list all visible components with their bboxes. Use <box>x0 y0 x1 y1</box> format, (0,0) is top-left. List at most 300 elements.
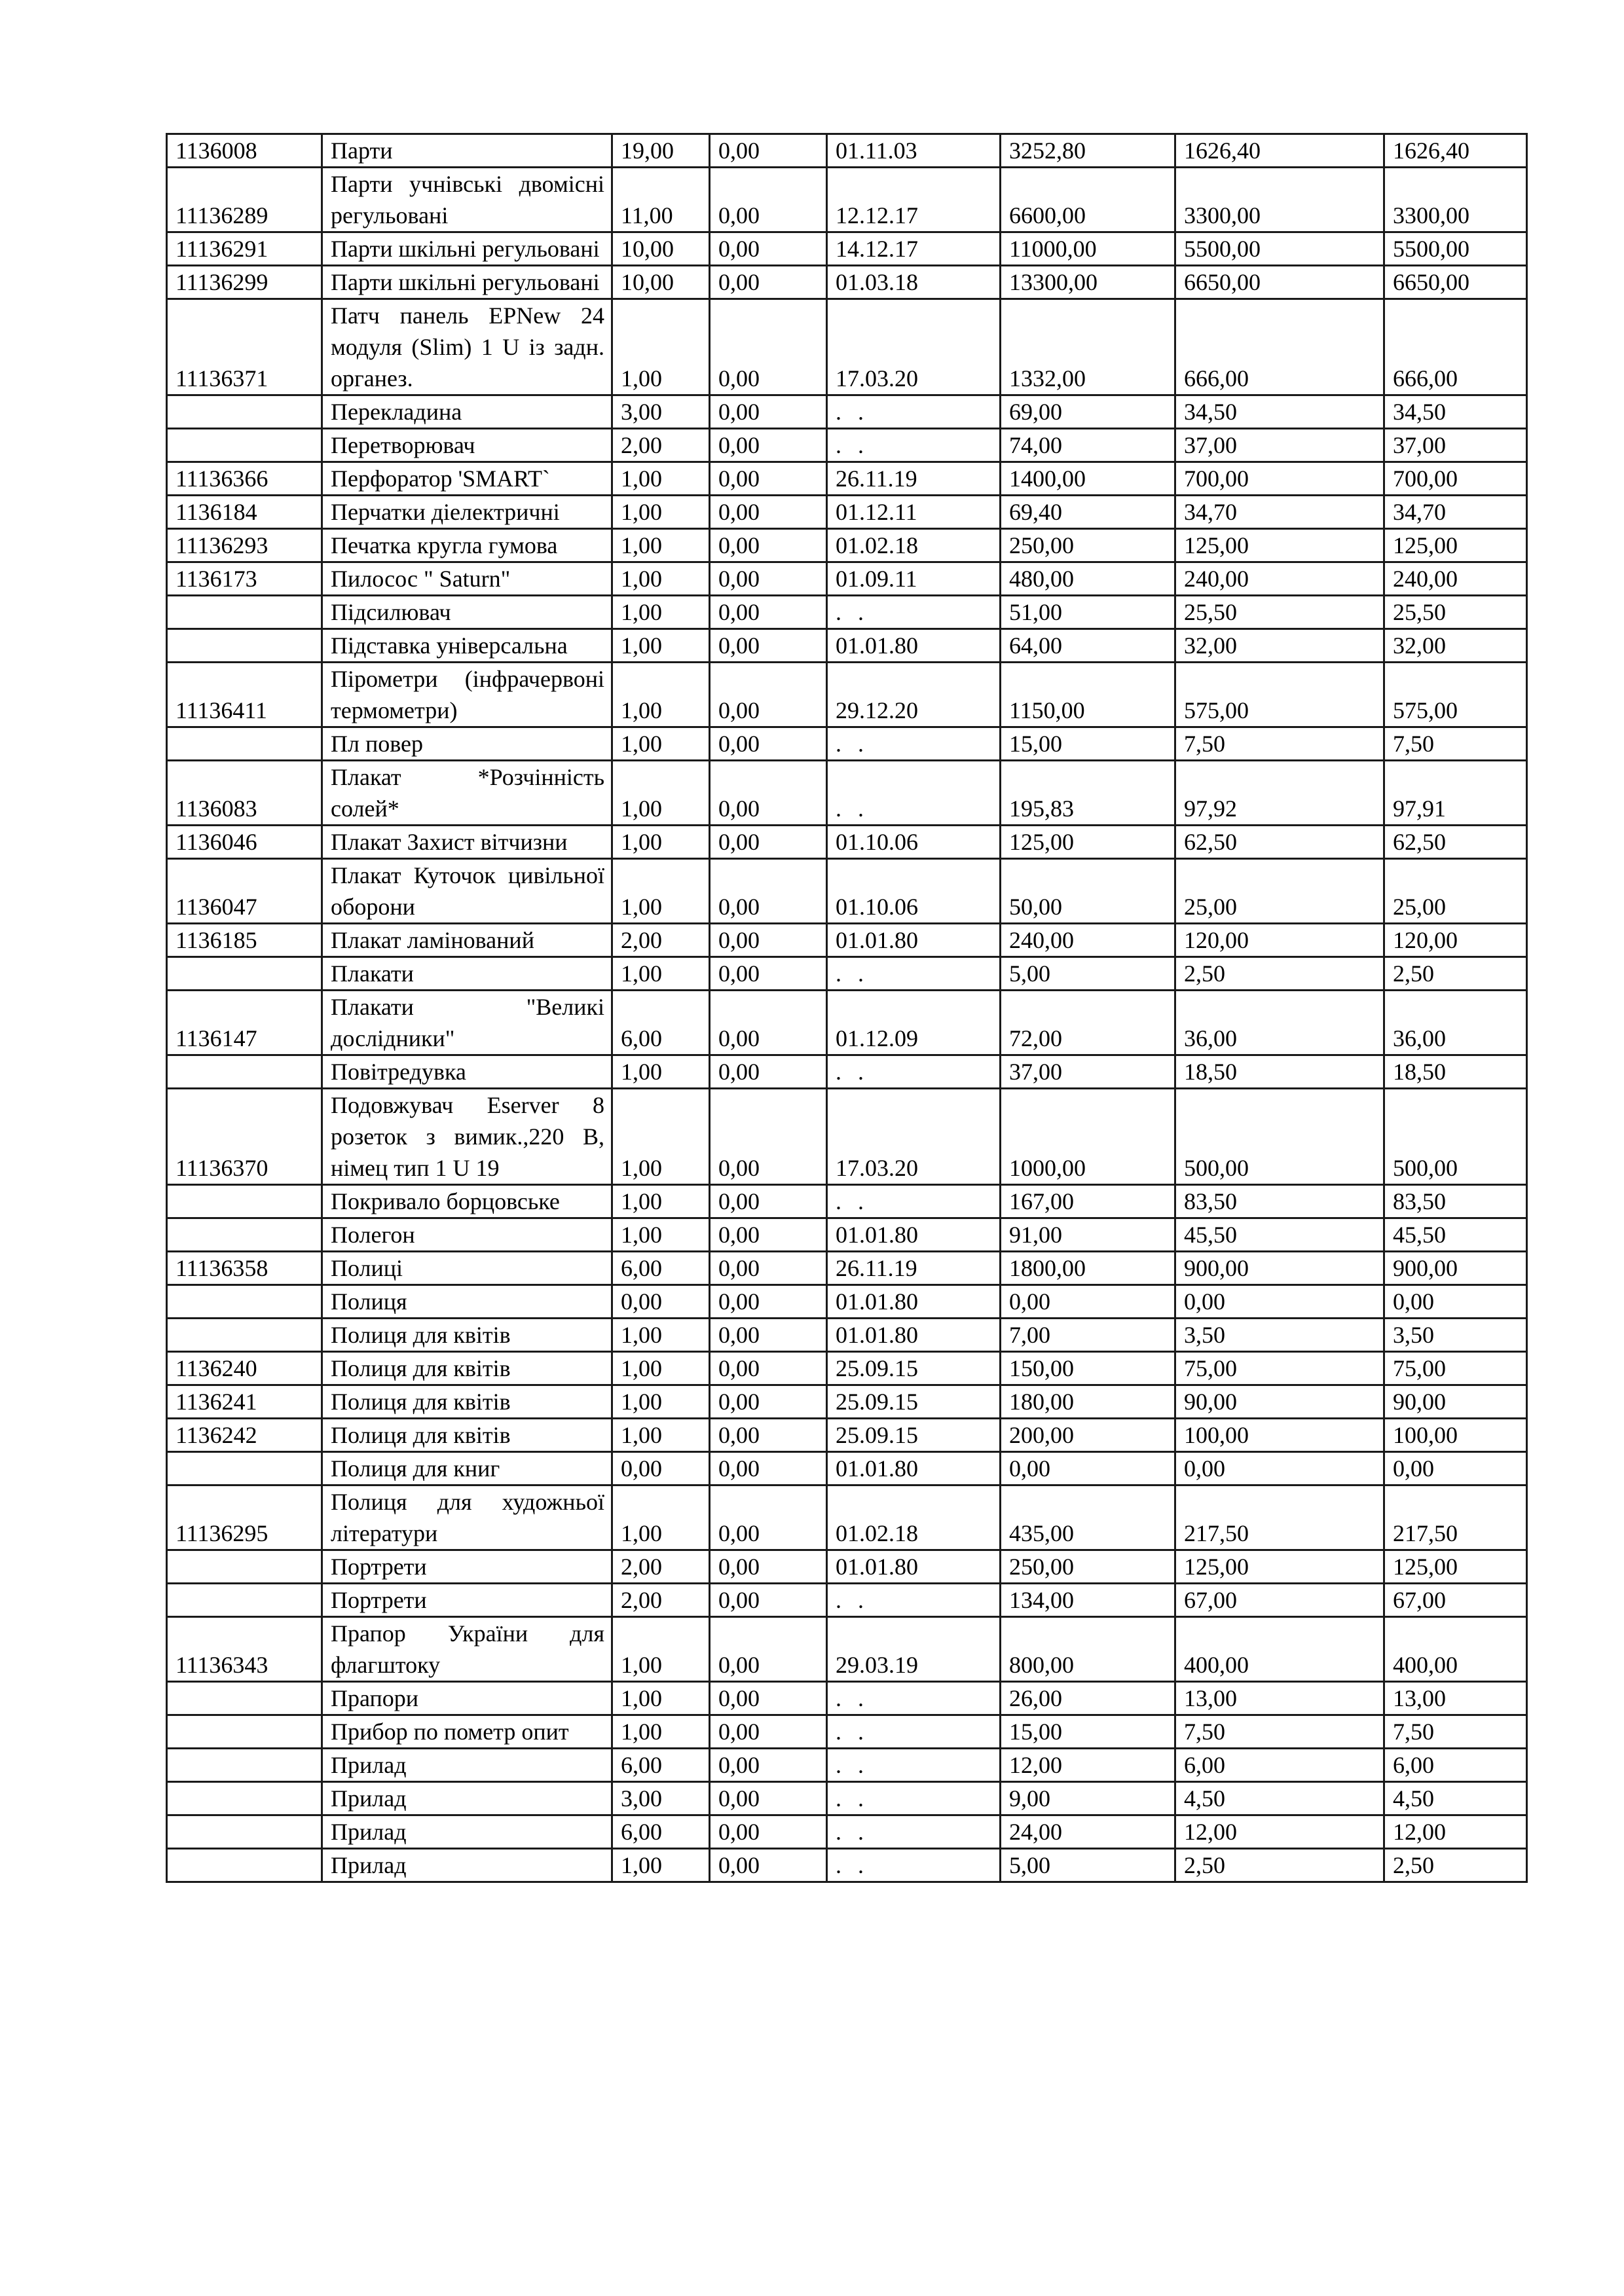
cost-cell: 240,00 <box>1001 924 1175 957</box>
table-row <box>167 859 1527 924</box>
date-cell: . . <box>827 761 1001 826</box>
inventory-code-cell: 11136358 <box>167 1252 322 1285</box>
date-cell: 01.01.80 <box>827 1285 1001 1319</box>
inventory-code-cell <box>167 1285 322 1319</box>
amortization-cell: 575,00 <box>1175 663 1384 727</box>
cost-cell: 51,00 <box>1001 596 1175 629</box>
cost-cell: 3252,80 <box>1001 134 1175 168</box>
quantity-cell: 2,00 <box>612 1550 710 1584</box>
table-row <box>167 1419 1527 1452</box>
amortization-cell: 900,00 <box>1175 1252 1384 1285</box>
amortization-cell: 217,50 <box>1175 1485 1384 1550</box>
wear-cell: 0,00 <box>710 1089 827 1185</box>
table-row <box>167 1252 1527 1285</box>
item-name-cell: Полиця для художньої літератури <box>322 1485 612 1550</box>
table-row <box>167 1452 1527 1485</box>
wear-cell: 0,00 <box>710 1749 827 1782</box>
inventory-table-body <box>167 134 1527 1882</box>
table-row <box>167 1218 1527 1252</box>
date-cell: 01.01.80 <box>827 629 1001 663</box>
cost-cell: 26,00 <box>1001 1682 1175 1715</box>
amortization-cell: 34,50 <box>1175 395 1384 429</box>
item-name-cell: Полиці <box>322 1252 612 1285</box>
amortization-cell: 500,00 <box>1175 1089 1384 1185</box>
amortization-cell: 12,00 <box>1175 1815 1384 1849</box>
inventory-table <box>166 133 1528 1883</box>
amortization-cell: 36,00 <box>1175 991 1384 1055</box>
amortization-cell: 100,00 <box>1175 1419 1384 1452</box>
quantity-cell: 1,00 <box>612 1849 710 1882</box>
wear-cell: 0,00 <box>710 1715 827 1749</box>
residual-value-cell: 400,00 <box>1384 1617 1527 1682</box>
item-name-cell: Парти учнівські двомісні регульовані <box>322 168 612 232</box>
table-row <box>167 1185 1527 1218</box>
quantity-cell: 1,00 <box>612 1218 710 1252</box>
quantity-cell: 1,00 <box>612 663 710 727</box>
table-row <box>167 1352 1527 1385</box>
date-cell: . . <box>827 1749 1001 1782</box>
cost-cell: 180,00 <box>1001 1385 1175 1419</box>
residual-value-cell: 83,50 <box>1384 1185 1527 1218</box>
quantity-cell: 6,00 <box>612 991 710 1055</box>
date-cell: . . <box>827 1715 1001 1749</box>
wear-cell: 0,00 <box>710 562 827 596</box>
item-name-cell: Прилад <box>322 1782 612 1815</box>
wear-cell: 0,00 <box>710 1485 827 1550</box>
residual-value-cell: 120,00 <box>1384 924 1527 957</box>
amortization-cell: 83,50 <box>1175 1185 1384 1218</box>
item-name-cell: Полиця для книг <box>322 1452 612 1485</box>
item-name-cell: Прибор по пометр опит <box>322 1715 612 1749</box>
quantity-cell: 1,00 <box>612 629 710 663</box>
wear-cell: 0,00 <box>710 134 827 168</box>
wear-cell: 0,00 <box>710 1419 827 1452</box>
inventory-code-cell: 11136295 <box>167 1485 322 1550</box>
quantity-cell: 1,00 <box>612 462 710 496</box>
quantity-cell: 1,00 <box>612 826 710 859</box>
wear-cell: 0,00 <box>710 1218 827 1252</box>
inventory-code-cell: 1136241 <box>167 1385 322 1419</box>
inventory-code-cell <box>167 1452 322 1485</box>
amortization-cell: 0,00 <box>1175 1452 1384 1485</box>
item-name-cell: Плакат Куточок цивільної оборони <box>322 859 612 924</box>
inventory-code-cell: 11136411 <box>167 663 322 727</box>
wear-cell: 0,00 <box>710 596 827 629</box>
item-name-cell: Перетворювач <box>322 429 612 462</box>
wear-cell: 0,00 <box>710 1550 827 1584</box>
item-name-cell: Повітредувка <box>322 1055 612 1089</box>
cost-cell: 0,00 <box>1001 1285 1175 1319</box>
item-name-cell: Полиця для квітів <box>322 1319 612 1352</box>
cost-cell: 7,00 <box>1001 1319 1175 1352</box>
date-cell: 29.03.19 <box>827 1617 1001 1682</box>
residual-value-cell: 34,70 <box>1384 496 1527 529</box>
wear-cell: 0,00 <box>710 727 827 761</box>
item-name-cell: Підставка універсальна <box>322 629 612 663</box>
amortization-cell: 6,00 <box>1175 1749 1384 1782</box>
residual-value-cell: 700,00 <box>1384 462 1527 496</box>
amortization-cell: 2,50 <box>1175 957 1384 991</box>
wear-cell: 0,00 <box>710 1682 827 1715</box>
date-cell: . . <box>827 429 1001 462</box>
inventory-code-cell <box>167 1185 322 1218</box>
residual-value-cell: 125,00 <box>1384 1550 1527 1584</box>
inventory-code-cell <box>167 957 322 991</box>
quantity-cell: 1,00 <box>612 299 710 395</box>
date-cell: 14.12.17 <box>827 232 1001 266</box>
inventory-code-cell: 11136293 <box>167 529 322 562</box>
wear-cell: 0,00 <box>710 1617 827 1682</box>
cost-cell: 200,00 <box>1001 1419 1175 1452</box>
cost-cell: 1800,00 <box>1001 1252 1175 1285</box>
inventory-code-cell: 1136242 <box>167 1419 322 1452</box>
date-cell: 26.11.19 <box>827 1252 1001 1285</box>
table-row <box>167 991 1527 1055</box>
date-cell: . . <box>827 1849 1001 1882</box>
item-name-cell: Подовжувач Eserver 8 розеток з вимик.,220 В, німец тип 1 U 19 <box>322 1089 612 1185</box>
residual-value-cell: 125,00 <box>1384 529 1527 562</box>
wear-cell: 0,00 <box>710 991 827 1055</box>
residual-value-cell: 900,00 <box>1384 1252 1527 1285</box>
quantity-cell: 1,00 <box>612 1055 710 1089</box>
cost-cell: 1000,00 <box>1001 1089 1175 1185</box>
inventory-code-cell: 1136047 <box>167 859 322 924</box>
item-name-cell: Перчатки діелектричні <box>322 496 612 529</box>
amortization-cell: 90,00 <box>1175 1385 1384 1419</box>
wear-cell: 0,00 <box>710 826 827 859</box>
date-cell: . . <box>827 1185 1001 1218</box>
cost-cell: 64,00 <box>1001 629 1175 663</box>
date-cell: 17.03.20 <box>827 1089 1001 1185</box>
amortization-cell: 666,00 <box>1175 299 1384 395</box>
wear-cell: 0,00 <box>710 1815 827 1849</box>
item-name-cell: Прилад <box>322 1849 612 1882</box>
cost-cell: 1332,00 <box>1001 299 1175 395</box>
date-cell: . . <box>827 1584 1001 1617</box>
wear-cell: 0,00 <box>710 395 827 429</box>
item-name-cell: Прилад <box>322 1749 612 1782</box>
inventory-code-cell: 1136240 <box>167 1352 322 1385</box>
inventory-code-cell <box>167 429 322 462</box>
table-row <box>167 266 1527 299</box>
quantity-cell: 1,00 <box>612 761 710 826</box>
date-cell: 01.12.09 <box>827 991 1001 1055</box>
wear-cell: 0,00 <box>710 1385 827 1419</box>
item-name-cell: Печатка кругла гумова <box>322 529 612 562</box>
residual-value-cell: 34,50 <box>1384 395 1527 429</box>
date-cell: . . <box>827 596 1001 629</box>
inventory-code-cell <box>167 1550 322 1584</box>
item-name-cell: Полегон <box>322 1218 612 1252</box>
inventory-code-cell: 1136008 <box>167 134 322 168</box>
wear-cell: 0,00 <box>710 429 827 462</box>
table-row <box>167 232 1527 266</box>
wear-cell: 0,00 <box>710 924 827 957</box>
cost-cell: 167,00 <box>1001 1185 1175 1218</box>
amortization-cell: 97,92 <box>1175 761 1384 826</box>
cost-cell: 69,00 <box>1001 395 1175 429</box>
cost-cell: 134,00 <box>1001 1584 1175 1617</box>
table-row <box>167 1385 1527 1419</box>
residual-value-cell: 90,00 <box>1384 1385 1527 1419</box>
amortization-cell: 62,50 <box>1175 826 1384 859</box>
cost-cell: 800,00 <box>1001 1617 1175 1682</box>
cost-cell: 9,00 <box>1001 1782 1175 1815</box>
amortization-cell: 7,50 <box>1175 1715 1384 1749</box>
table-row <box>167 1285 1527 1319</box>
item-name-cell: Перекладина <box>322 395 612 429</box>
inventory-code-cell <box>167 629 322 663</box>
residual-value-cell: 4,50 <box>1384 1782 1527 1815</box>
quantity-cell: 6,00 <box>612 1252 710 1285</box>
table-row <box>167 1485 1527 1550</box>
date-cell: 17.03.20 <box>827 299 1001 395</box>
table-row <box>167 395 1527 429</box>
amortization-cell: 1626,40 <box>1175 134 1384 168</box>
table-row <box>167 1815 1527 1849</box>
residual-value-cell: 2,50 <box>1384 1849 1527 1882</box>
cost-cell: 150,00 <box>1001 1352 1175 1385</box>
quantity-cell: 1,00 <box>612 1319 710 1352</box>
item-name-cell: Плакати "Великі дослідники" <box>322 991 612 1055</box>
table-row <box>167 761 1527 826</box>
inventory-code-cell <box>167 1782 322 1815</box>
residual-value-cell: 666,00 <box>1384 299 1527 395</box>
residual-value-cell: 217,50 <box>1384 1485 1527 1550</box>
date-cell: 01.01.80 <box>827 924 1001 957</box>
date-cell: 01.01.80 <box>827 1218 1001 1252</box>
residual-value-cell: 62,50 <box>1384 826 1527 859</box>
residual-value-cell: 97,91 <box>1384 761 1527 826</box>
quantity-cell: 1,00 <box>612 596 710 629</box>
amortization-cell: 67,00 <box>1175 1584 1384 1617</box>
residual-value-cell: 67,00 <box>1384 1584 1527 1617</box>
inventory-code-cell: 11136343 <box>167 1617 322 1682</box>
inventory-code-cell <box>167 596 322 629</box>
amortization-cell: 125,00 <box>1175 1550 1384 1584</box>
cost-cell: 0,00 <box>1001 1452 1175 1485</box>
quantity-cell: 19,00 <box>612 134 710 168</box>
residual-value-cell: 0,00 <box>1384 1452 1527 1485</box>
item-name-cell: Прапори <box>322 1682 612 1715</box>
table-row <box>167 727 1527 761</box>
inventory-code-cell <box>167 395 322 429</box>
table-row <box>167 1682 1527 1715</box>
quantity-cell: 1,00 <box>612 1089 710 1185</box>
residual-value-cell: 6,00 <box>1384 1749 1527 1782</box>
item-name-cell: Плакат *Розчінність солей* <box>322 761 612 826</box>
item-name-cell: Портрети <box>322 1584 612 1617</box>
table-row <box>167 299 1527 395</box>
date-cell: 01.11.03 <box>827 134 1001 168</box>
item-name-cell: Патч панель EPNew 24 модуля (Slim) 1 U із задн. органез. <box>322 299 612 395</box>
date-cell: . . <box>827 1682 1001 1715</box>
amortization-cell: 240,00 <box>1175 562 1384 596</box>
cost-cell: 250,00 <box>1001 1550 1175 1584</box>
amortization-cell: 5500,00 <box>1175 232 1384 266</box>
item-name-cell: Полиця для квітів <box>322 1385 612 1419</box>
wear-cell: 0,00 <box>710 299 827 395</box>
quantity-cell: 0,00 <box>612 1285 710 1319</box>
cost-cell: 13300,00 <box>1001 266 1175 299</box>
wear-cell: 0,00 <box>710 859 827 924</box>
inventory-code-cell: 11136371 <box>167 299 322 395</box>
cost-cell: 125,00 <box>1001 826 1175 859</box>
quantity-cell: 2,00 <box>612 924 710 957</box>
wear-cell: 0,00 <box>710 266 827 299</box>
wear-cell: 0,00 <box>710 529 827 562</box>
residual-value-cell: 6650,00 <box>1384 266 1527 299</box>
date-cell: 29.12.20 <box>827 663 1001 727</box>
table-row <box>167 1617 1527 1682</box>
item-name-cell: Полиця <box>322 1285 612 1319</box>
date-cell: 01.10.06 <box>827 826 1001 859</box>
document-page <box>166 133 1528 1883</box>
date-cell: 25.09.15 <box>827 1419 1001 1452</box>
table-row <box>167 629 1527 663</box>
residual-value-cell: 37,00 <box>1384 429 1527 462</box>
wear-cell: 0,00 <box>710 1849 827 1882</box>
date-cell: 25.09.15 <box>827 1385 1001 1419</box>
cost-cell: 5,00 <box>1001 957 1175 991</box>
quantity-cell: 1,00 <box>612 1352 710 1385</box>
amortization-cell: 3,50 <box>1175 1319 1384 1352</box>
cost-cell: 1150,00 <box>1001 663 1175 727</box>
item-name-cell: Пл повер <box>322 727 612 761</box>
amortization-cell: 34,70 <box>1175 496 1384 529</box>
table-row <box>167 1749 1527 1782</box>
inventory-code-cell <box>167 1849 322 1882</box>
inventory-code-cell: 1136184 <box>167 496 322 529</box>
item-name-cell: Підсилювач <box>322 596 612 629</box>
residual-value-cell: 3,50 <box>1384 1319 1527 1352</box>
inventory-code-cell: 11136289 <box>167 168 322 232</box>
quantity-cell: 3,00 <box>612 1782 710 1815</box>
date-cell: . . <box>827 727 1001 761</box>
quantity-cell: 1,00 <box>612 1485 710 1550</box>
residual-value-cell: 2,50 <box>1384 957 1527 991</box>
residual-value-cell: 45,50 <box>1384 1218 1527 1252</box>
wear-cell: 0,00 <box>710 168 827 232</box>
wear-cell: 0,00 <box>710 629 827 663</box>
cost-cell: 74,00 <box>1001 429 1175 462</box>
quantity-cell: 1,00 <box>612 1419 710 1452</box>
item-name-cell: Пірометри (інфрачервоні термометри) <box>322 663 612 727</box>
amortization-cell: 45,50 <box>1175 1218 1384 1252</box>
residual-value-cell: 1626,40 <box>1384 134 1527 168</box>
quantity-cell: 1,00 <box>612 957 710 991</box>
amortization-cell: 18,50 <box>1175 1055 1384 1089</box>
inventory-code-cell: 1136046 <box>167 826 322 859</box>
cost-cell: 12,00 <box>1001 1749 1175 1782</box>
cost-cell: 6600,00 <box>1001 168 1175 232</box>
quantity-cell: 1,00 <box>612 1617 710 1682</box>
table-row <box>167 1319 1527 1352</box>
residual-value-cell: 3300,00 <box>1384 168 1527 232</box>
quantity-cell: 1,00 <box>612 1715 710 1749</box>
amortization-cell: 120,00 <box>1175 924 1384 957</box>
quantity-cell: 1,00 <box>612 859 710 924</box>
inventory-code-cell <box>167 1715 322 1749</box>
residual-value-cell: 0,00 <box>1384 1285 1527 1319</box>
inventory-code-cell <box>167 1055 322 1089</box>
date-cell: 01.01.80 <box>827 1550 1001 1584</box>
cost-cell: 15,00 <box>1001 1715 1175 1749</box>
item-name-cell: Покривало борцовське <box>322 1185 612 1218</box>
amortization-cell: 25,50 <box>1175 596 1384 629</box>
item-name-cell: Перфоратор 'SMART` <box>322 462 612 496</box>
wear-cell: 0,00 <box>710 1185 827 1218</box>
residual-value-cell: 500,00 <box>1384 1089 1527 1185</box>
date-cell: 01.02.18 <box>827 529 1001 562</box>
residual-value-cell: 25,00 <box>1384 859 1527 924</box>
date-cell: 26.11.19 <box>827 462 1001 496</box>
date-cell: 25.09.15 <box>827 1352 1001 1385</box>
date-cell: . . <box>827 957 1001 991</box>
cost-cell: 1400,00 <box>1001 462 1175 496</box>
residual-value-cell: 5500,00 <box>1384 232 1527 266</box>
amortization-cell: 32,00 <box>1175 629 1384 663</box>
table-row <box>167 596 1527 629</box>
date-cell: . . <box>827 1815 1001 1849</box>
item-name-cell: Плакати <box>322 957 612 991</box>
cost-cell: 250,00 <box>1001 529 1175 562</box>
cost-cell: 435,00 <box>1001 1485 1175 1550</box>
residual-value-cell: 7,50 <box>1384 1715 1527 1749</box>
table-row <box>167 1550 1527 1584</box>
table-row <box>167 496 1527 529</box>
item-name-cell: Плакат ламінований <box>322 924 612 957</box>
cost-cell: 69,40 <box>1001 496 1175 529</box>
amortization-cell: 400,00 <box>1175 1617 1384 1682</box>
table-row <box>167 134 1527 168</box>
table-row <box>167 1055 1527 1089</box>
date-cell: 01.03.18 <box>827 266 1001 299</box>
date-cell: 01.01.80 <box>827 1452 1001 1485</box>
table-row <box>167 1782 1527 1815</box>
date-cell: . . <box>827 1055 1001 1089</box>
quantity-cell: 10,00 <box>612 266 710 299</box>
wear-cell: 0,00 <box>710 1319 827 1352</box>
residual-value-cell: 75,00 <box>1384 1352 1527 1385</box>
quantity-cell: 6,00 <box>612 1815 710 1849</box>
date-cell: 01.09.11 <box>827 562 1001 596</box>
amortization-cell: 7,50 <box>1175 727 1384 761</box>
cost-cell: 15,00 <box>1001 727 1175 761</box>
inventory-code-cell: 1136185 <box>167 924 322 957</box>
amortization-cell: 2,50 <box>1175 1849 1384 1882</box>
quantity-cell: 1,00 <box>612 529 710 562</box>
cost-cell: 37,00 <box>1001 1055 1175 1089</box>
wear-cell: 0,00 <box>710 957 827 991</box>
residual-value-cell: 7,50 <box>1384 727 1527 761</box>
item-name-cell: Полиця для квітів <box>322 1352 612 1385</box>
inventory-code-cell <box>167 1749 322 1782</box>
amortization-cell: 6650,00 <box>1175 266 1384 299</box>
item-name-cell: Плакат Захист вітчизни <box>322 826 612 859</box>
wear-cell: 0,00 <box>710 1352 827 1385</box>
amortization-cell: 4,50 <box>1175 1782 1384 1815</box>
table-row <box>167 462 1527 496</box>
date-cell: 01.02.18 <box>827 1485 1001 1550</box>
cost-cell: 72,00 <box>1001 991 1175 1055</box>
cost-cell: 195,83 <box>1001 761 1175 826</box>
inventory-code-cell <box>167 1815 322 1849</box>
quantity-cell: 10,00 <box>612 232 710 266</box>
table-row <box>167 663 1527 727</box>
item-name-cell: Портрети <box>322 1550 612 1584</box>
table-row <box>167 562 1527 596</box>
